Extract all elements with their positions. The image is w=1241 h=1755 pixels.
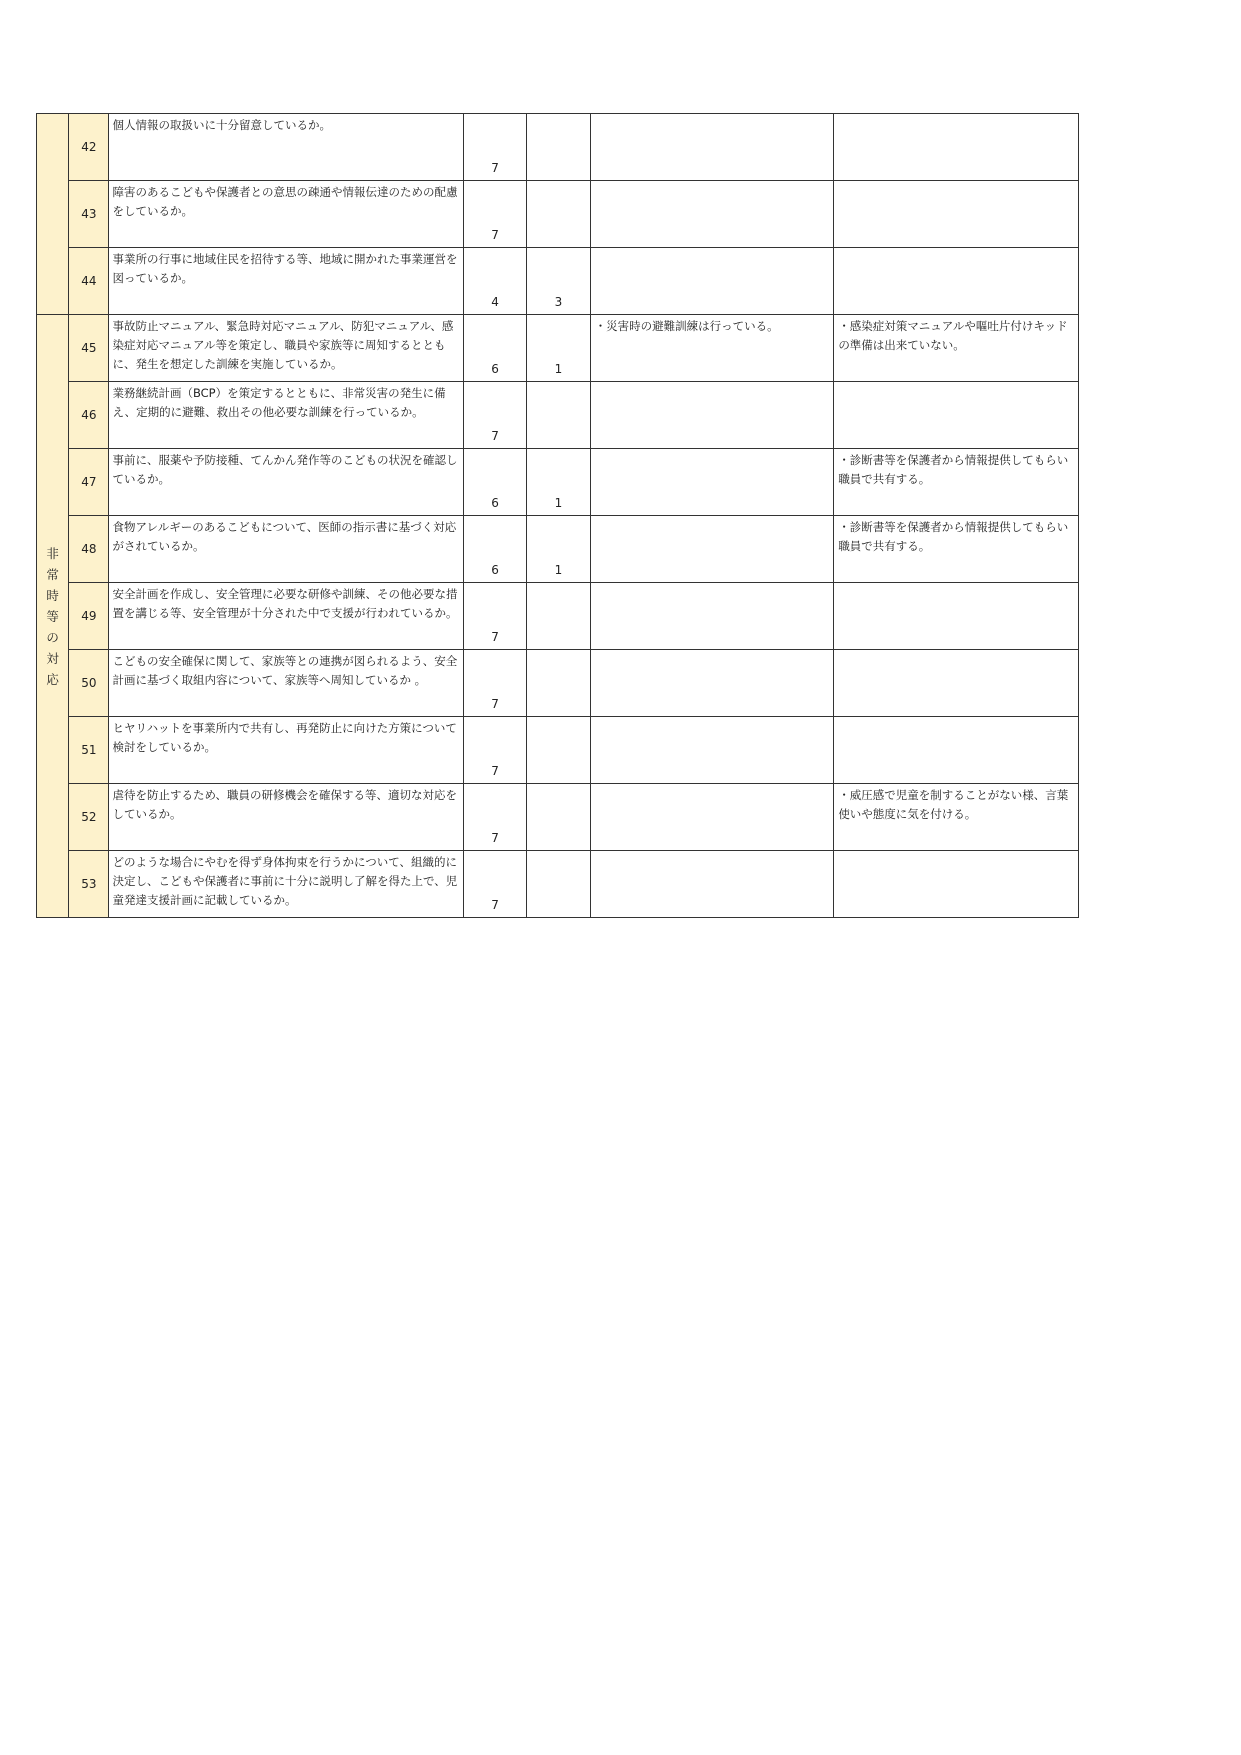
question-text: 事前に、服薬や予防接種、てんかん発作等のこどもの状況を確認しているか。 bbox=[109, 449, 463, 516]
item-number: 47 bbox=[69, 449, 109, 516]
table-row bbox=[37, 650, 1079, 717]
improvement-note: ・威圧感で児童を制することがない様、言葉使いや態度に気を付ける。 bbox=[834, 784, 1079, 851]
item-number: 51 bbox=[69, 717, 109, 784]
improvement-note bbox=[834, 248, 1079, 315]
item-number: 49 bbox=[69, 583, 109, 650]
improvement-note bbox=[834, 851, 1079, 918]
improvement-note bbox=[834, 114, 1079, 181]
evaluation-table bbox=[36, 113, 1079, 918]
table-row bbox=[37, 784, 1079, 851]
improvement-note bbox=[834, 382, 1079, 449]
question-text: 個人情報の取扱いに十分留意しているか。 bbox=[109, 114, 463, 181]
category-cell-continued bbox=[37, 114, 69, 315]
improvement-note bbox=[834, 650, 1079, 717]
good-point-note bbox=[590, 851, 834, 918]
no-count bbox=[527, 382, 590, 449]
improvement-note: ・診断書等を保護者から情報提供してもらい職員で共有する。 bbox=[834, 516, 1079, 583]
no-count: 1 bbox=[527, 315, 590, 382]
yes-count: 4 bbox=[463, 248, 526, 315]
question-text: 安全計画を作成し、安全管理に必要な研修や訓練、その他必要な措置を講じる等、安全管理が十分された中で支援が行われているか。 bbox=[109, 583, 463, 650]
item-number: 43 bbox=[69, 181, 109, 248]
yes-count: 7 bbox=[463, 114, 526, 181]
item-number: 52 bbox=[69, 784, 109, 851]
yes-count: 7 bbox=[463, 717, 526, 784]
yes-count: 6 bbox=[463, 449, 526, 516]
table-row bbox=[37, 516, 1079, 583]
no-count: 3 bbox=[527, 248, 590, 315]
good-point-note bbox=[590, 650, 834, 717]
no-count: 1 bbox=[527, 516, 590, 583]
table-row bbox=[37, 583, 1079, 650]
yes-count: 7 bbox=[463, 784, 526, 851]
table-row bbox=[37, 114, 1079, 181]
no-count bbox=[527, 583, 590, 650]
good-point-note: ・災害時の避難訓練は行っている。 bbox=[590, 315, 834, 382]
good-point-note bbox=[590, 583, 834, 650]
no-count bbox=[527, 851, 590, 918]
good-point-note bbox=[590, 114, 834, 181]
improvement-note: ・感染症対策マニュアルや嘔吐片付けキッドの準備は出来ていない。 bbox=[834, 315, 1079, 382]
table-row bbox=[37, 717, 1079, 784]
question-text: 虐待を防止するため、職員の研修機会を確保する等、適切な対応をしているか。 bbox=[109, 784, 463, 851]
item-number: 45 bbox=[69, 315, 109, 382]
item-number: 50 bbox=[69, 650, 109, 717]
yes-count: 7 bbox=[463, 382, 526, 449]
item-number: 48 bbox=[69, 516, 109, 583]
table-row bbox=[37, 449, 1079, 516]
question-text: 事業所の行事に地域住民を招待する等、地域に開かれた事業運営を図っているか。 bbox=[109, 248, 463, 315]
good-point-note bbox=[590, 784, 834, 851]
no-count bbox=[527, 717, 590, 784]
table-row bbox=[37, 382, 1079, 449]
good-point-note bbox=[590, 248, 834, 315]
question-text: 食物アレルギーのあるこどもについて、医師の指示書に基づく対応がされているか。 bbox=[109, 516, 463, 583]
improvement-note bbox=[834, 717, 1079, 784]
question-text: 障害のあるこどもや保護者との意思の疎通や情報伝達のための配慮をしているか。 bbox=[109, 181, 463, 248]
yes-count: 7 bbox=[463, 650, 526, 717]
table-row bbox=[37, 181, 1079, 248]
yes-count: 7 bbox=[463, 583, 526, 650]
category-cell bbox=[37, 315, 69, 918]
question-text: こどもの安全確保に関して、家族等との連携が図られるよう、安全計画に基づく取組内容について、家族等へ周知しているか 。 bbox=[109, 650, 463, 717]
table-row bbox=[37, 851, 1079, 918]
no-count bbox=[527, 114, 590, 181]
good-point-note bbox=[590, 516, 834, 583]
question-text: 事故防止マニュアル、緊急時対応マニュアル、防犯マニュアル、感染症対応マニュアル等を策定し、職員や家族等に周知するとともに、発生を想定した訓練を実施しているか。 bbox=[109, 315, 463, 382]
yes-count: 6 bbox=[463, 315, 526, 382]
yes-count: 7 bbox=[463, 181, 526, 248]
yes-count: 6 bbox=[463, 516, 526, 583]
no-count bbox=[527, 784, 590, 851]
question-text: 業務継続計画（BCP）を策定するとともに、非常災害の発生に備え、定期的に避難、救出その他必要な訓練を行っているか。 bbox=[109, 382, 463, 449]
category-label: 非常時等の対応 bbox=[46, 545, 59, 687]
good-point-note bbox=[590, 181, 834, 248]
yes-count: 7 bbox=[463, 851, 526, 918]
item-number: 42 bbox=[69, 114, 109, 181]
improvement-note bbox=[834, 181, 1079, 248]
question-text: ヒヤリハットを事業所内で共有し、再発防止に向けた方策について検討をしているか。 bbox=[109, 717, 463, 784]
item-number: 53 bbox=[69, 851, 109, 918]
item-number: 44 bbox=[69, 248, 109, 315]
good-point-note bbox=[590, 382, 834, 449]
no-count bbox=[527, 650, 590, 717]
good-point-note bbox=[590, 717, 834, 784]
item-number: 46 bbox=[69, 382, 109, 449]
no-count bbox=[527, 181, 590, 248]
improvement-note bbox=[834, 583, 1079, 650]
question-text: どのような場合にやむを得ず身体拘束を行うかについて、組織的に決定し、こどもや保護者に事前に十分に説明し了解を得た上で、児童発達支援計画に記載しているか。 bbox=[109, 851, 463, 918]
table-row bbox=[37, 248, 1079, 315]
table-row bbox=[37, 315, 1079, 382]
no-count: 1 bbox=[527, 449, 590, 516]
good-point-note bbox=[590, 449, 834, 516]
improvement-note: ・診断書等を保護者から情報提供してもらい職員で共有する。 bbox=[834, 449, 1079, 516]
